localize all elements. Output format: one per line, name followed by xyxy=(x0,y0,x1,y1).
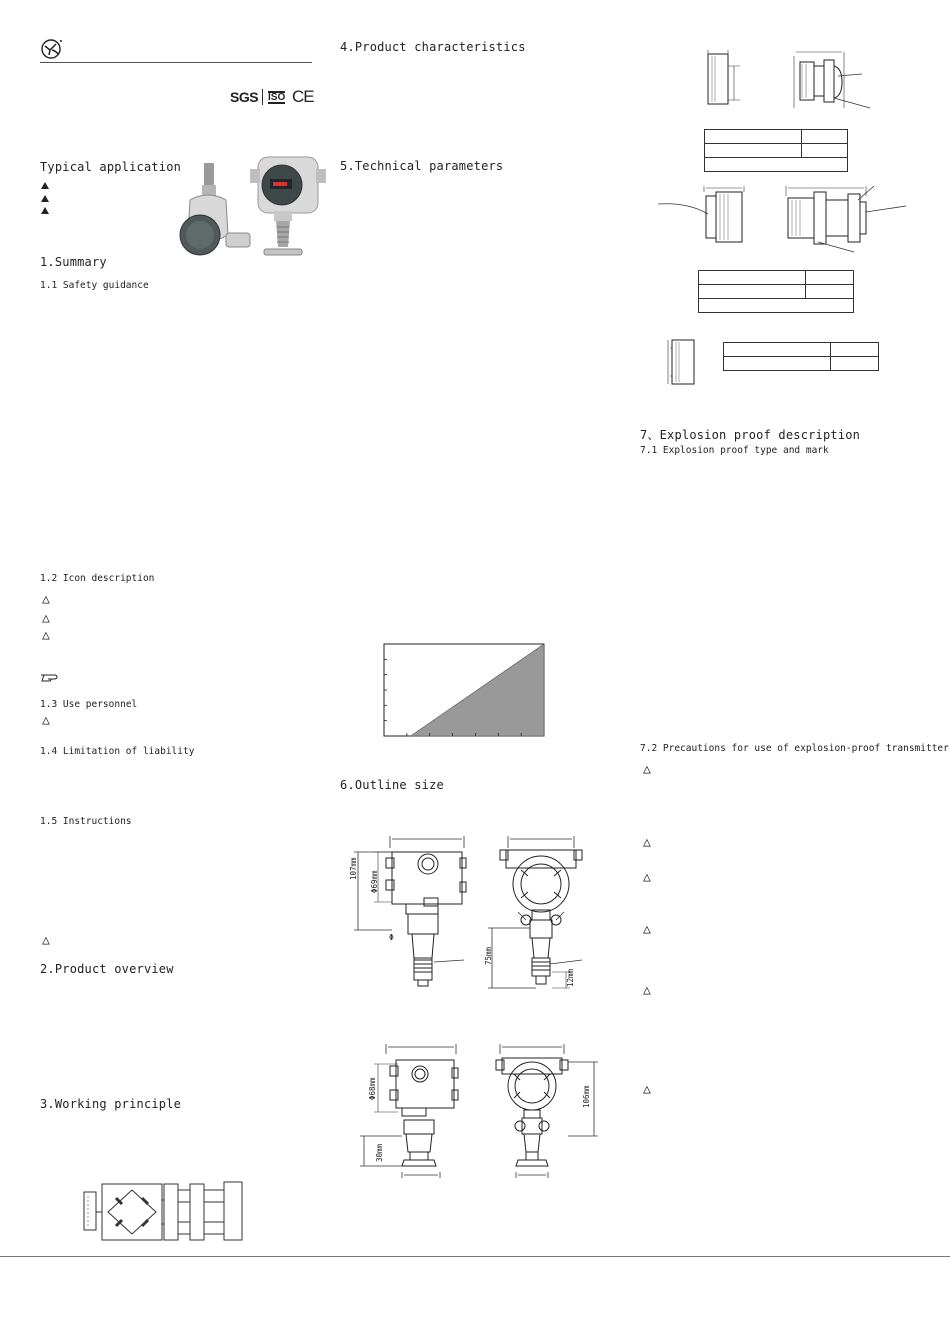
summary-heading: 1.Summary xyxy=(40,255,107,269)
working-principle-diagram xyxy=(82,1180,246,1242)
ce-logo: CE xyxy=(292,87,314,106)
warning-triangle-icon: △ xyxy=(42,628,50,643)
warning-triangle-icon: △ xyxy=(643,762,651,777)
warning-triangle-icon: △ xyxy=(643,870,651,885)
footer-rule xyxy=(0,1256,950,1257)
company-logo-icon xyxy=(40,38,64,60)
warning-triangle-icon: △ xyxy=(42,611,50,626)
bullet-icon xyxy=(41,182,49,189)
dim-label-phi68mm: Φ68mm xyxy=(368,1077,377,1100)
chart-shaded-area xyxy=(411,644,544,736)
safety-guidance-heading: 1.1 Safety guidance xyxy=(40,280,149,291)
icon-description-heading: 1.2 Icon description xyxy=(40,573,155,584)
spec-table-2 xyxy=(698,270,854,313)
explosion-proof-heading: 7、Explosion proof description xyxy=(640,428,861,442)
dim-label-75mm: 75mm xyxy=(484,946,493,965)
bullet-icon xyxy=(41,207,49,214)
warning-triangle-icon: △ xyxy=(42,592,50,607)
liability-heading: 1.4 Limitation of liability xyxy=(40,746,195,757)
warning-triangle-icon: △ xyxy=(643,983,651,998)
dim-label-107mm: 107mm xyxy=(349,857,358,880)
iso-logo: ISO xyxy=(268,92,286,103)
header-rule xyxy=(40,62,312,63)
outline-drawing-front xyxy=(352,832,492,992)
warning-triangle-icon: △ xyxy=(42,933,50,948)
cert-logos xyxy=(230,88,320,108)
sgs-logo: SGS xyxy=(230,89,259,105)
dim-label-phi69mm: Φ69mm xyxy=(370,870,379,893)
outline-drawing-sanitary-side xyxy=(494,1040,604,1180)
product-characteristics-heading: 4.Product characteristics xyxy=(340,40,526,54)
pointing-hand-icon xyxy=(40,672,58,682)
technical-parameters-heading: 5.Technical parameters xyxy=(340,159,504,173)
use-personnel-heading: 1.3 Use personnel xyxy=(40,699,138,710)
connection-drawing-1 xyxy=(700,50,890,110)
product-overview-heading: 2.Product overview xyxy=(40,962,174,976)
load-chart xyxy=(384,644,544,736)
cert-divider xyxy=(262,89,263,105)
spec-table-1 xyxy=(704,129,848,172)
product-photo xyxy=(178,155,326,260)
connection-drawing-3 xyxy=(664,336,698,388)
explosion-proof-type-heading: 7.1 Explosion proof type and mark xyxy=(640,445,829,456)
precautions-heading: 7.2 Precautions for use of explosion-proof transmitter xyxy=(640,743,949,754)
warning-triangle-icon: △ xyxy=(643,922,651,937)
bullet-icon xyxy=(41,195,49,202)
working-principle-heading: 3.Working principle xyxy=(40,1097,182,1111)
instructions-heading: 1.5 Instructions xyxy=(40,816,132,827)
dim-label-phi: Φ xyxy=(389,933,394,942)
outline-size-heading: 6.Outline size xyxy=(340,778,444,792)
warning-triangle-icon: △ xyxy=(643,835,651,850)
spec-table-3 xyxy=(723,342,879,371)
outline-drawing-side xyxy=(486,832,596,992)
typical-application-heading: Typical application xyxy=(40,160,182,174)
dim-label-12mm: 12mm xyxy=(566,968,575,987)
warning-triangle-icon: △ xyxy=(643,1082,651,1097)
dim-label-106mm: 106mm xyxy=(582,1085,591,1108)
connection-drawing-2 xyxy=(658,182,908,254)
dim-label-30mm: 30mm xyxy=(375,1143,384,1162)
warning-triangle-icon: △ xyxy=(42,713,50,728)
